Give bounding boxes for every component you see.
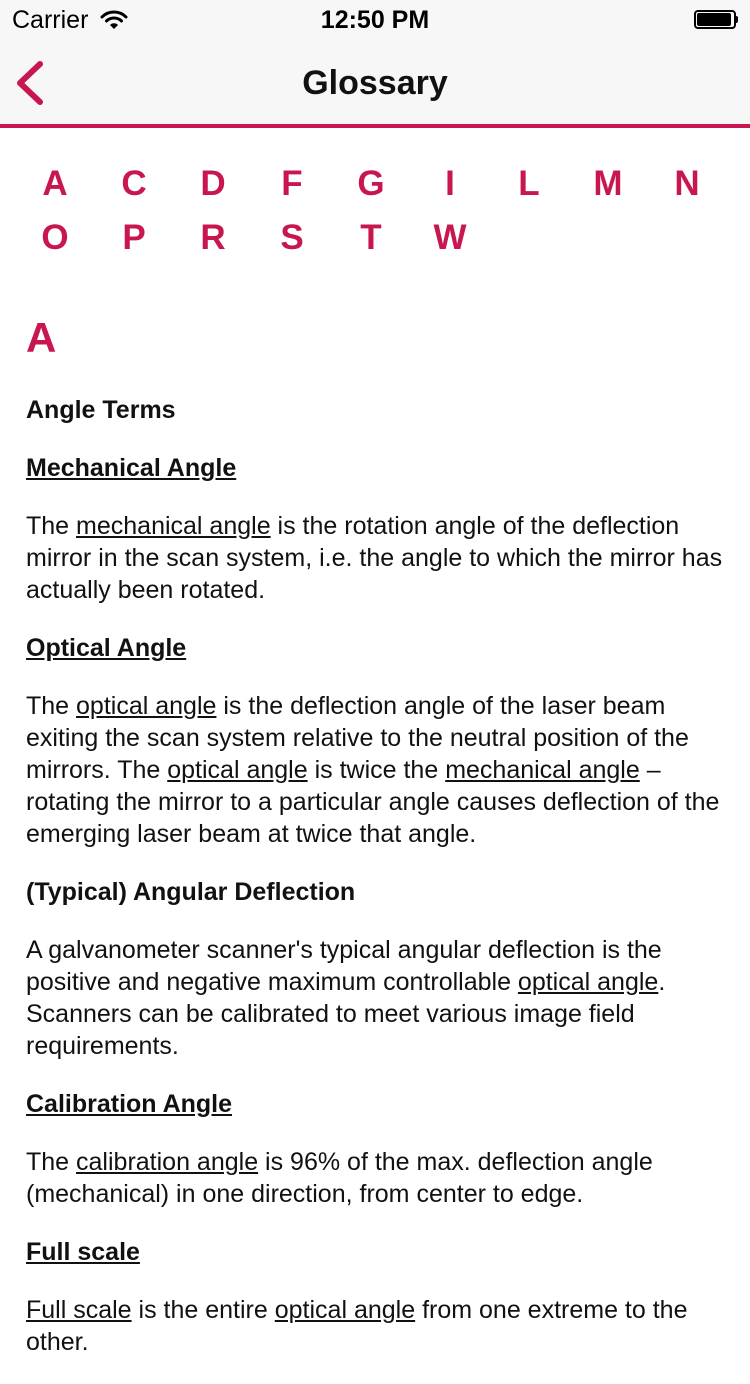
- clock: 12:50 PM: [320, 6, 430, 34]
- index-letter-p[interactable]: P: [122, 218, 146, 257]
- index-letter-d[interactable]: D: [200, 164, 226, 203]
- optical-angle-link[interactable]: optical angle: [167, 756, 308, 784]
- index-letter-g[interactable]: G: [357, 164, 385, 203]
- calibration-angle-heading: Calibration Angle: [26, 1090, 233, 1118]
- index-letter-r[interactable]: R: [200, 218, 226, 257]
- glossary-article: [26, 394, 726, 1384]
- angle-terms-heading: Angle Terms: [26, 396, 176, 424]
- mechanical-angle-link[interactable]: mechanical angle: [445, 756, 640, 784]
- index-letter-m[interactable]: M: [593, 164, 623, 203]
- status-bar: [0, 0, 750, 40]
- index-letter-o[interactable]: O: [41, 218, 69, 257]
- optical-angle-link[interactable]: optical angle: [274, 1296, 416, 1324]
- calibration-angle-definition: The calibration angle is 96% of the max. deflection angle (mechanical) in one direction, from center to edge.: [26, 1148, 653, 1208]
- section-heading-a: A: [26, 314, 57, 361]
- optical-angle-definition: The optical angle is the deflection angle of the laser beam exiting the scan system relative to the neutral position of the mirrors. The optical angle is twice the mechanical angle – rotating the mirror to a particular angle causes deflection of the emerging laser beam at twice that angle.: [26, 692, 720, 848]
- typical-angular-deflection-heading: (Typical) Angular Deflection: [26, 878, 356, 906]
- optical-angle-link[interactable]: optical angle: [76, 692, 217, 720]
- index-letter-l[interactable]: L: [518, 164, 540, 203]
- calibration-angle-link[interactable]: calibration angle: [76, 1148, 259, 1176]
- optical-angle-link[interactable]: optical angle: [517, 968, 659, 996]
- index-letter-s[interactable]: S: [280, 218, 304, 257]
- index-letter-a[interactable]: A: [42, 164, 68, 203]
- mechanical-angle-heading: Mechanical Angle: [26, 454, 237, 482]
- navigation-bar: [0, 40, 750, 128]
- index-letter-t[interactable]: T: [360, 218, 382, 257]
- glossary-content[interactable]: [0, 128, 750, 1356]
- index-letter-w[interactable]: W: [433, 218, 467, 257]
- index-letter-c[interactable]: C: [121, 164, 147, 203]
- full-scale-link[interactable]: Full scale: [26, 1296, 132, 1324]
- full-scale-definition: Full scale is the entire optical angle from one extreme to the other.: [26, 1296, 688, 1356]
- full-scale-heading: Full scale: [26, 1238, 140, 1266]
- index-letter-i[interactable]: I: [445, 164, 455, 203]
- index-letter-f[interactable]: F: [281, 164, 303, 203]
- mechanical-angle-link[interactable]: mechanical angle: [76, 512, 271, 540]
- page-title: Glossary: [302, 64, 448, 102]
- optical-angle-heading: Optical Angle: [26, 634, 187, 662]
- carrier-label: Carrier: [12, 6, 89, 34]
- index-letter-n[interactable]: N: [674, 164, 700, 203]
- typical-angular-deflection-definition: A galvanometer scanner's typical angular deflection is the positive and negative maximum controllable optical angle. Scanners can be calibrated to meet various image field requirements.: [26, 936, 666, 1060]
- battery-icon: [694, 10, 738, 29]
- mechanical-angle-definition: The mechanical angle is the rotation angle of the deflection mirror in the scan system, i.e. the angle to which the mirror has actually been rotated.: [26, 512, 723, 604]
